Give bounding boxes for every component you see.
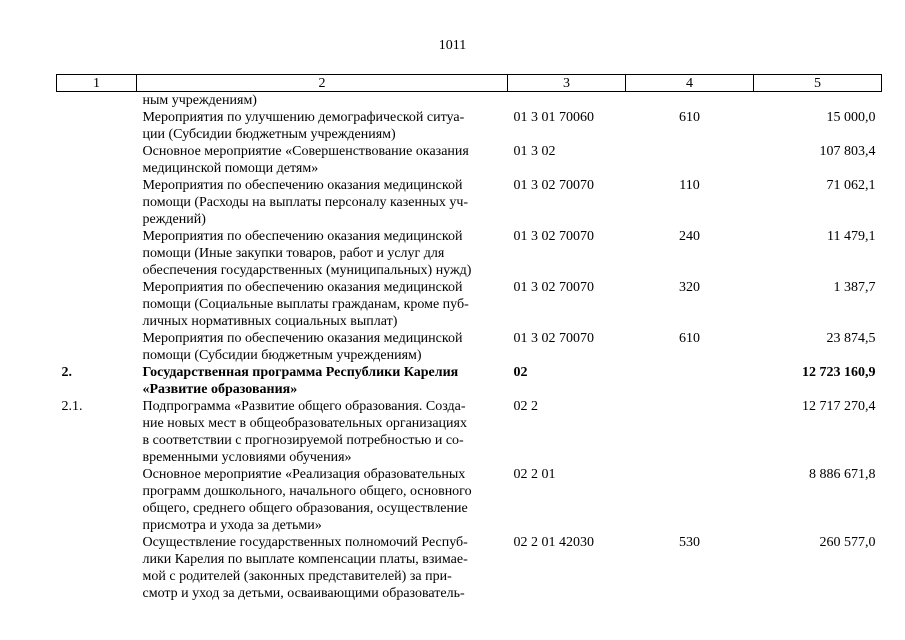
row-amount [754, 92, 882, 110]
row-amount: 23 874,5 [826, 331, 876, 346]
row-amount: 260 577,0 [819, 535, 876, 550]
row-number [57, 177, 137, 228]
row-name: Подпрограмма «Развитие общего образования. Созда- ние новых мест в общеобразовательных организациях в соответствии с прогнозируемой потребностью и со- временными условиями обучения» [142, 399, 467, 465]
row-code: 02 2 01 [513, 467, 556, 482]
row-code: 02 [513, 365, 528, 380]
row-number [57, 466, 137, 534]
row-expense-type: 610 [679, 110, 700, 125]
row-name: Мероприятия по обеспечению оказания медицинской помощи (Социальные выплаты гражданам, кроме пуб- личных нормативных социальных выплат) [142, 280, 469, 329]
row-number [57, 109, 137, 143]
row-amount: 107 803,4 [819, 144, 876, 159]
row-expense-type [626, 143, 754, 177]
budget-table [56, 74, 882, 602]
row-amount: 12 723 160,9 [802, 365, 876, 380]
row-amount: 8 886 671,8 [809, 467, 876, 482]
table-row [57, 109, 882, 143]
row-amount: 12 717 270,4 [802, 399, 876, 414]
table-row [57, 228, 882, 279]
row-number: 2. [61, 365, 72, 380]
row-code: 01 3 02 70070 [513, 331, 594, 346]
table-row [57, 279, 882, 330]
row-name: Мероприятия по обеспечению оказания медицинской помощи (Иные закупки товаров, работ и услуг для обеспечения государственных (муниципальных) нужд) [142, 229, 472, 278]
row-name: Осуществление государственных полномочий Респуб- лики Карелия по выплате компенсации платы, взимае- мой с родителей (законных представителей) за при- смотр и уход за детьми, осваивающими образователь- [142, 535, 468, 601]
column-header-2: 2 [137, 75, 508, 92]
row-code: 01 3 02 70070 [513, 280, 594, 295]
column-header-3: 3 [508, 75, 626, 92]
row-amount: 71 062,1 [826, 178, 876, 193]
row-expense-type: 530 [679, 535, 700, 550]
row-number: 2.1. [61, 399, 83, 414]
row-number [57, 92, 137, 110]
header-row [57, 75, 882, 92]
row-expense-type: 320 [679, 280, 700, 295]
table-row [57, 92, 882, 110]
row-name: Мероприятия по улучшению демографической ситуа- ции (Субсидии бюджетным учреждениям) [142, 110, 465, 142]
row-code: 02 2 01 42030 [513, 535, 594, 550]
row-expense-type [626, 398, 754, 466]
page-number: 1011 [438, 38, 467, 53]
table-row [57, 364, 882, 398]
row-name: Государственная программа Республики Карелия «Развитие образования» [142, 365, 459, 397]
row-name: Основное мероприятие «Совершенствование оказания медицинской помощи детям» [142, 144, 469, 176]
table-row [57, 534, 882, 602]
row-name: Мероприятия по обеспечению оказания медицинской помощи (Расходы на выплаты персоналу казенных уч- реждений) [142, 178, 469, 227]
table-row [57, 330, 882, 364]
row-expense-type: 240 [679, 229, 700, 244]
table-row [57, 398, 882, 466]
row-name: Мероприятия по обеспечению оказания медицинской помощи (Субсидии бюджетным учреждениям) [142, 331, 463, 363]
row-code: 02 2 [513, 399, 538, 414]
row-expense-type [626, 466, 754, 534]
column-header-5: 5 [754, 75, 882, 92]
row-amount: 11 479,1 [827, 229, 876, 244]
row-number [57, 143, 137, 177]
row-code: 01 3 01 70060 [513, 110, 594, 125]
row-expense-type [626, 92, 754, 110]
row-expense-type: 110 [679, 178, 700, 193]
row-amount: 1 387,7 [833, 280, 876, 295]
row-name: ным учреждениям) [142, 93, 257, 108]
row-number [57, 228, 137, 279]
table-body [57, 92, 882, 603]
row-number [57, 279, 137, 330]
row-code: 01 3 02 70070 [513, 229, 594, 244]
column-header-4: 4 [626, 75, 754, 92]
table-row [57, 143, 882, 177]
row-number [57, 534, 137, 602]
row-amount: 15 000,0 [826, 110, 876, 125]
row-code [508, 92, 626, 110]
row-expense-type: 610 [679, 331, 700, 346]
table-row [57, 177, 882, 228]
row-code: 01 3 02 70070 [513, 178, 594, 193]
row-number [57, 330, 137, 364]
row-expense-type [626, 364, 754, 398]
row-name: Основное мероприятие «Реализация образовательных программ дошкольного, начального общего, основного общего, среднего общего образования, осуществление присмотра и ухода за детьми» [142, 467, 472, 533]
table-row [57, 466, 882, 534]
column-header-1: 1 [57, 75, 137, 92]
table-header [57, 75, 882, 92]
row-code: 01 3 02 [513, 144, 556, 159]
